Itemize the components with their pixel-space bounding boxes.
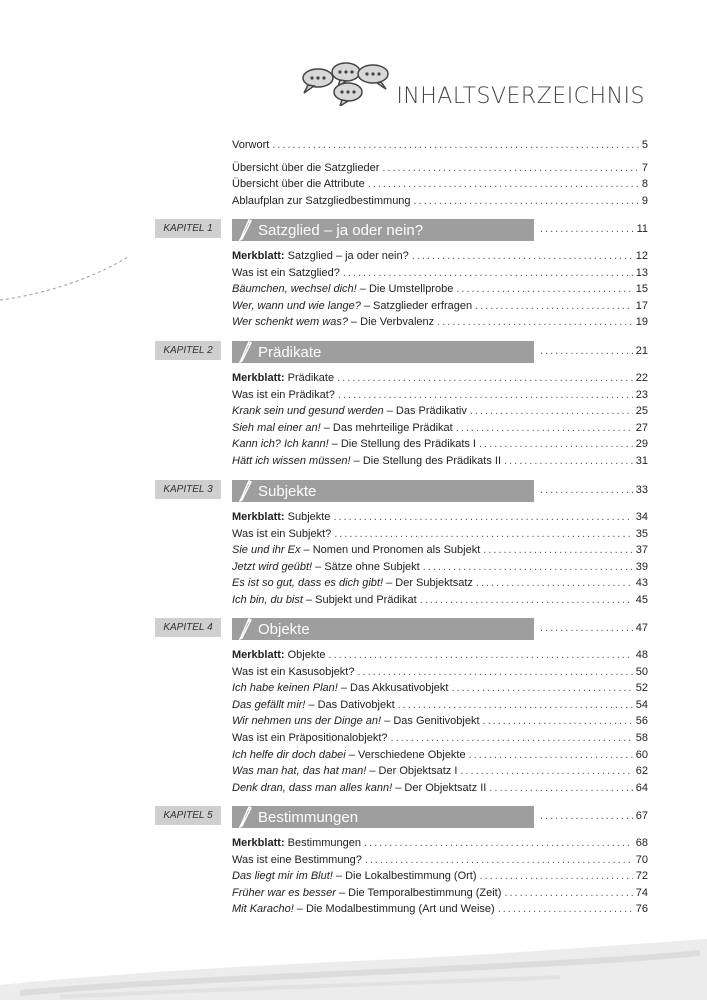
toc-entry-page: 37 [635,544,648,557]
toc-entry-page: 74 [635,886,648,899]
chapter-heading[interactable] [232,618,534,640]
toc-entry-text: – Der Subjektsatz [383,577,473,590]
dot-leader [469,747,633,763]
toc-entry-label [232,298,472,314]
toc-entry-label [232,509,330,525]
dot-leader [398,697,633,713]
toc-entry-text: Objekte [284,649,326,661]
chapter-page-row [540,223,648,235]
toc-entry-label [232,680,448,696]
toc-entry-label [232,868,477,884]
toc-entry-text: – Die Stellung des Prädikats II [350,454,502,467]
toc-entry-text: Subjekte [284,511,331,523]
toc-entry-text: – Die Umstellprobe [356,283,454,296]
chapter-page-row [540,484,648,496]
chapter-tab: KAPITEL 5 [155,806,221,825]
toc-entry[interactable] [232,713,648,730]
toc-entry-label: Übersicht über die Attribute [232,178,365,191]
toc-entry-text: – Subjekt und Prädikat [302,593,417,606]
toc-entry-label [232,647,326,663]
toc-entry-page: 9 [641,194,648,207]
chapter-heading-text: Subjekte [258,482,317,500]
toc-entry-italic: Das liegt mir im Blut! [232,870,333,883]
chapter-page: 11 [636,223,648,235]
toc-entry-label [232,885,501,901]
toc-entry-label [232,314,434,330]
toc-entry-text: Was ist ein Präpositionalobjekt? [232,731,388,744]
toc-entry-page: 58 [635,731,648,744]
chapter-page: 21 [635,345,648,357]
toc-entry-italic: Das gefällt mir! [232,698,306,711]
toc-entry-text: – Das Akkusativobjekt [337,682,449,695]
toc-entry[interactable] [232,314,648,331]
dot-leader [479,436,633,452]
toc-entry-label [232,542,480,558]
toc-entry-page: 34 [635,511,648,523]
dot-leader [504,885,632,901]
toc-entry-label [232,420,453,436]
toc-entry-text: Was ist ein Satzglied? [232,266,340,279]
toc-entry-italic: Hätt ich wissen müssen! [232,454,351,467]
toc-entry-italic: Wir nehmen uns der Dinge an! [232,715,382,728]
chapter-tab: KAPITEL 2 [155,341,221,360]
toc-entry-page: 50 [635,665,648,678]
chapter-heading-text: Objekte [258,620,310,638]
chapter-heading[interactable] [232,341,534,363]
toc-entry[interactable] [232,559,648,576]
toc-entry-page: 12 [635,250,648,262]
toc-entry[interactable] [232,575,648,592]
toc-entry-text: Was ist ein Subjekt? [232,527,332,540]
dot-leader [414,193,639,209]
pencil-icon [236,341,254,363]
toc-entry-bold: Merkblatt: [232,649,285,661]
toc-entry-page: 64 [635,781,648,794]
chapter-heading-text: Satzglied – ja oder nein? [258,221,424,239]
toc-entry-italic: Wer schenkt wem was? [232,316,348,329]
toc-entry[interactable] [232,436,648,453]
toc-entry-italic: Sieh mal einer an! [232,421,321,434]
toc-entry-page: 13 [635,266,648,279]
toc-entry-bold: Merkblatt: [232,250,285,262]
toc-entry-page: 60 [635,748,648,761]
dot-leader [489,780,632,796]
toc-entry-page: 25 [635,405,648,418]
dot-leader [483,542,632,558]
dot-leader [475,298,633,314]
toc-entry-label [232,763,457,779]
toc-entry-bold: Merkblatt: [232,372,285,384]
toc-entry-page: 7 [641,161,648,174]
toc-entry-page: 19 [635,316,648,329]
toc-entry-page: 15 [635,283,648,296]
toc-entry-text: Was ist ein Kasusobjekt? [232,665,355,678]
toc-entry-page: 45 [635,593,648,606]
toc-entry-page: 8 [641,178,648,191]
toc-entry-label [232,281,453,297]
dot-leader [470,403,633,419]
toc-entry[interactable] [232,509,648,526]
toc-entry-text: Was ist eine Bestimmung? [232,853,362,866]
toc-entry-page: 76 [635,903,648,916]
dot-leader [420,592,633,608]
dot-leader [540,810,633,822]
toc-entry-label [232,436,476,452]
toc-entry[interactable] [232,730,648,747]
toc-entry-italic: Jetzt wird geübt! [232,560,313,573]
dot-leader [338,387,633,403]
chapter-page: 33 [635,484,648,496]
toc-entry[interactable] [232,647,648,664]
toc-entry-label [232,697,395,713]
chapter-entries [232,509,648,609]
pencil-icon [236,480,254,502]
toc-entry-text: Was ist ein Prädikat? [232,388,335,401]
dot-leader [391,730,633,746]
toc-entry[interactable] [232,526,648,543]
toc-entry-page: 31 [635,454,648,467]
toc-entry-italic: Früher war es besser [232,886,336,899]
toc-entry-label [232,248,409,264]
pencil-icon [236,219,254,241]
chapter-entries [232,647,648,796]
toc-entry-bold: Merkblatt: [232,837,285,849]
dot-leader [460,763,632,779]
toc-entry-italic: Wer, wann und wie lange? [232,299,361,312]
toc-entry[interactable] [232,420,648,437]
toc-entry-text: – Das Dativobjekt [305,698,395,711]
toc-entry-label [232,265,340,281]
toc-entry-italic: Was man hat, das hat man! [232,765,367,778]
toc-entry-label [232,453,501,469]
toc-entry-label: Vorwort [232,139,270,151]
toc-entry-label [232,387,335,403]
toc-entry-label [232,526,331,542]
dot-leader [540,345,633,357]
toc-entry[interactable] [232,697,648,714]
chapter-entries [232,370,648,470]
toc-entry[interactable] [232,747,648,764]
dot-leader [333,509,632,525]
toc-entry-text: – Nomen und Pronomen als Subjekt [300,544,481,557]
chapter-heading[interactable] [232,480,534,502]
toc-entry-text: Bestimmungen [284,837,361,849]
toc-entry-page: 54 [635,698,648,711]
dot-leader [498,901,633,917]
toc-entry-text: – Die Temporalbestimmung (Zeit) [335,886,502,899]
toc-entry-text: – Der Objektsatz II [392,781,487,794]
intro-list [232,137,648,209]
toc-entry-page: 56 [635,715,648,728]
toc-entry-italic: Ich bin, du bist [232,593,303,606]
pencil-icon [236,806,254,828]
dot-leader [382,160,639,176]
toc-entry-italic: Krank sein und gesund werden [232,405,384,418]
toc-entry-page: 27 [635,421,648,434]
toc-entry-label: Übersicht über die Satzglieder [232,161,380,174]
toc-entry[interactable] [232,265,648,282]
dot-leader [540,484,633,496]
toc-entry-text: – Das mehrteilige Prädikat [320,421,453,434]
chapter-page-row [540,345,648,357]
chapter-heading[interactable] [232,806,534,828]
pencil-icon [236,618,254,640]
toc-entry[interactable] [232,901,648,918]
toc-entry-italic: Es ist so gut, dass es dich gibt! [232,577,384,590]
toc-entry-text: – Verschiedene Objekte [345,748,466,761]
toc-entry[interactable] [232,763,648,780]
toc-entry-page: 43 [635,577,648,590]
toc-entry-page: 29 [635,438,648,451]
decorative-dashed-curve [0,255,130,305]
toc-entry-text: Prädikate [284,372,335,384]
speech-bubbles-icon [298,58,393,106]
chapter-entries [232,248,648,331]
chapter-heading[interactable] [232,219,534,241]
toc-entry-page: 70 [635,853,648,866]
toc-entry-page: 23 [635,388,648,401]
chapter-page: 67 [635,810,648,822]
toc-entry[interactable] [232,193,648,210]
dot-leader [337,370,633,386]
toc-entry[interactable] [232,835,648,852]
chapter-tab: KAPITEL 4 [155,618,221,637]
dot-leader [480,868,633,884]
chapter-tab: KAPITEL 1 [155,219,221,238]
chapter-tab: KAPITEL 3 [155,480,221,499]
dot-leader [451,680,632,696]
toc-entry[interactable] [232,160,648,177]
chapter-page-row [540,810,648,822]
toc-entry-text: – Das Prädikativ [383,405,467,418]
toc-entry[interactable] [232,852,648,869]
toc-entry[interactable] [232,453,648,470]
toc-entry-label [232,780,486,796]
toc-entry-label: Ablaufplan zur Satzgliedbestimmung [232,194,411,207]
toc-entry-italic: Mit Karacho! [232,903,294,916]
chapter-heading-text: Bestimmungen [258,808,359,826]
toc-entry-text: – Die Lokalbestimmung (Ort) [332,870,477,883]
toc-entry-italic: Denk dran, dass man alles kann! [232,781,393,794]
toc-entry-italic: Sie und ihr Ex [232,544,301,557]
toc-entry-page: 22 [635,372,648,384]
toc-entry[interactable] [232,780,648,797]
toc-entry-label [232,664,354,680]
toc-entry-page: 68 [635,837,648,849]
dot-leader [456,420,633,436]
toc-entry-page: 5 [641,139,648,151]
toc-entry[interactable] [232,592,648,609]
toc-entry-text: – Sätze ohne Subjekt [312,560,420,573]
toc-entry-label [232,403,467,419]
dot-leader [423,559,633,575]
toc-entry-label [232,559,420,575]
chapter-entries [232,835,648,918]
dot-leader [329,647,633,663]
page-title: INHALTSVERZEICHNIS [396,84,645,109]
dot-leader [343,265,633,281]
toc-entry-label [232,835,361,851]
dot-leader [368,176,639,192]
toc-entry-text: Satzglied – ja oder nein? [284,250,409,262]
toc-entry[interactable] [232,680,648,697]
toc-entry-text: – Die Verbvalenz [347,316,435,329]
dot-leader [364,835,633,851]
toc-entry[interactable] [232,298,648,315]
dot-leader [272,137,639,153]
toc-entry-page: 62 [635,765,648,778]
toc-entry-label [232,592,417,608]
decorative-brush-stroke [0,935,707,1000]
toc-entry-text: – Der Objektsatz I [366,765,458,778]
toc-entry-label [232,370,334,386]
toc-entry-page: 39 [635,560,648,573]
dot-leader [540,223,634,235]
toc-entry[interactable] [232,387,648,404]
toc-entry-text: – Die Stellung des Prädikats I [328,438,476,451]
toc-entry[interactable] [232,281,648,298]
dot-leader [476,575,633,591]
toc-entry[interactable] [232,137,648,154]
toc-entry[interactable] [232,370,648,387]
dot-leader [357,664,632,680]
dot-leader [483,713,633,729]
toc-entry[interactable] [232,176,648,193]
chapter-page: 47 [635,622,648,634]
toc-entry[interactable] [232,403,648,420]
toc-entry[interactable] [232,664,648,681]
toc-entry-label [232,713,480,729]
toc-entry-page: 72 [635,870,648,883]
toc-entry-label [232,575,473,591]
toc-entry-label [232,730,388,746]
dot-leader [412,248,633,264]
toc-entry-italic: Kann ich? Ich kann! [232,438,329,451]
toc-entry-label [232,852,362,868]
toc-entry-page: 17 [635,299,648,312]
chapter-page-row [540,622,648,634]
toc-entry[interactable] [232,885,648,902]
dot-leader [437,314,633,330]
dot-leader [540,622,633,634]
toc-entry-bold: Merkblatt: [232,511,285,523]
toc-entry-text: – Das Genitivobjekt [381,715,480,728]
toc-entry-page: 48 [635,649,648,661]
toc-entry-italic: Ich habe keinen Plan! [232,682,338,695]
toc-entry-italic: Ich helfe dir doch dabei [232,748,346,761]
toc-entry-text: – Die Modalbestimmung (Art und Weise) [293,903,495,916]
toc-entry[interactable] [232,248,648,265]
toc-entry-page: 52 [635,682,648,695]
dot-leader [334,526,633,542]
chapter-heading-text: Prädikate [258,343,322,361]
toc-entry-label [232,747,466,763]
toc-entry[interactable] [232,868,648,885]
toc-entry[interactable] [232,542,648,559]
dot-leader [456,281,632,297]
toc-entry-text: – Satzglieder erfragen [360,299,473,312]
dot-leader [504,453,633,469]
toc-entry-label [232,901,495,917]
toc-entry-italic: Bäumchen, wechsel dich! [232,283,357,296]
toc-entry-page: 35 [635,527,648,540]
dot-leader [365,852,633,868]
